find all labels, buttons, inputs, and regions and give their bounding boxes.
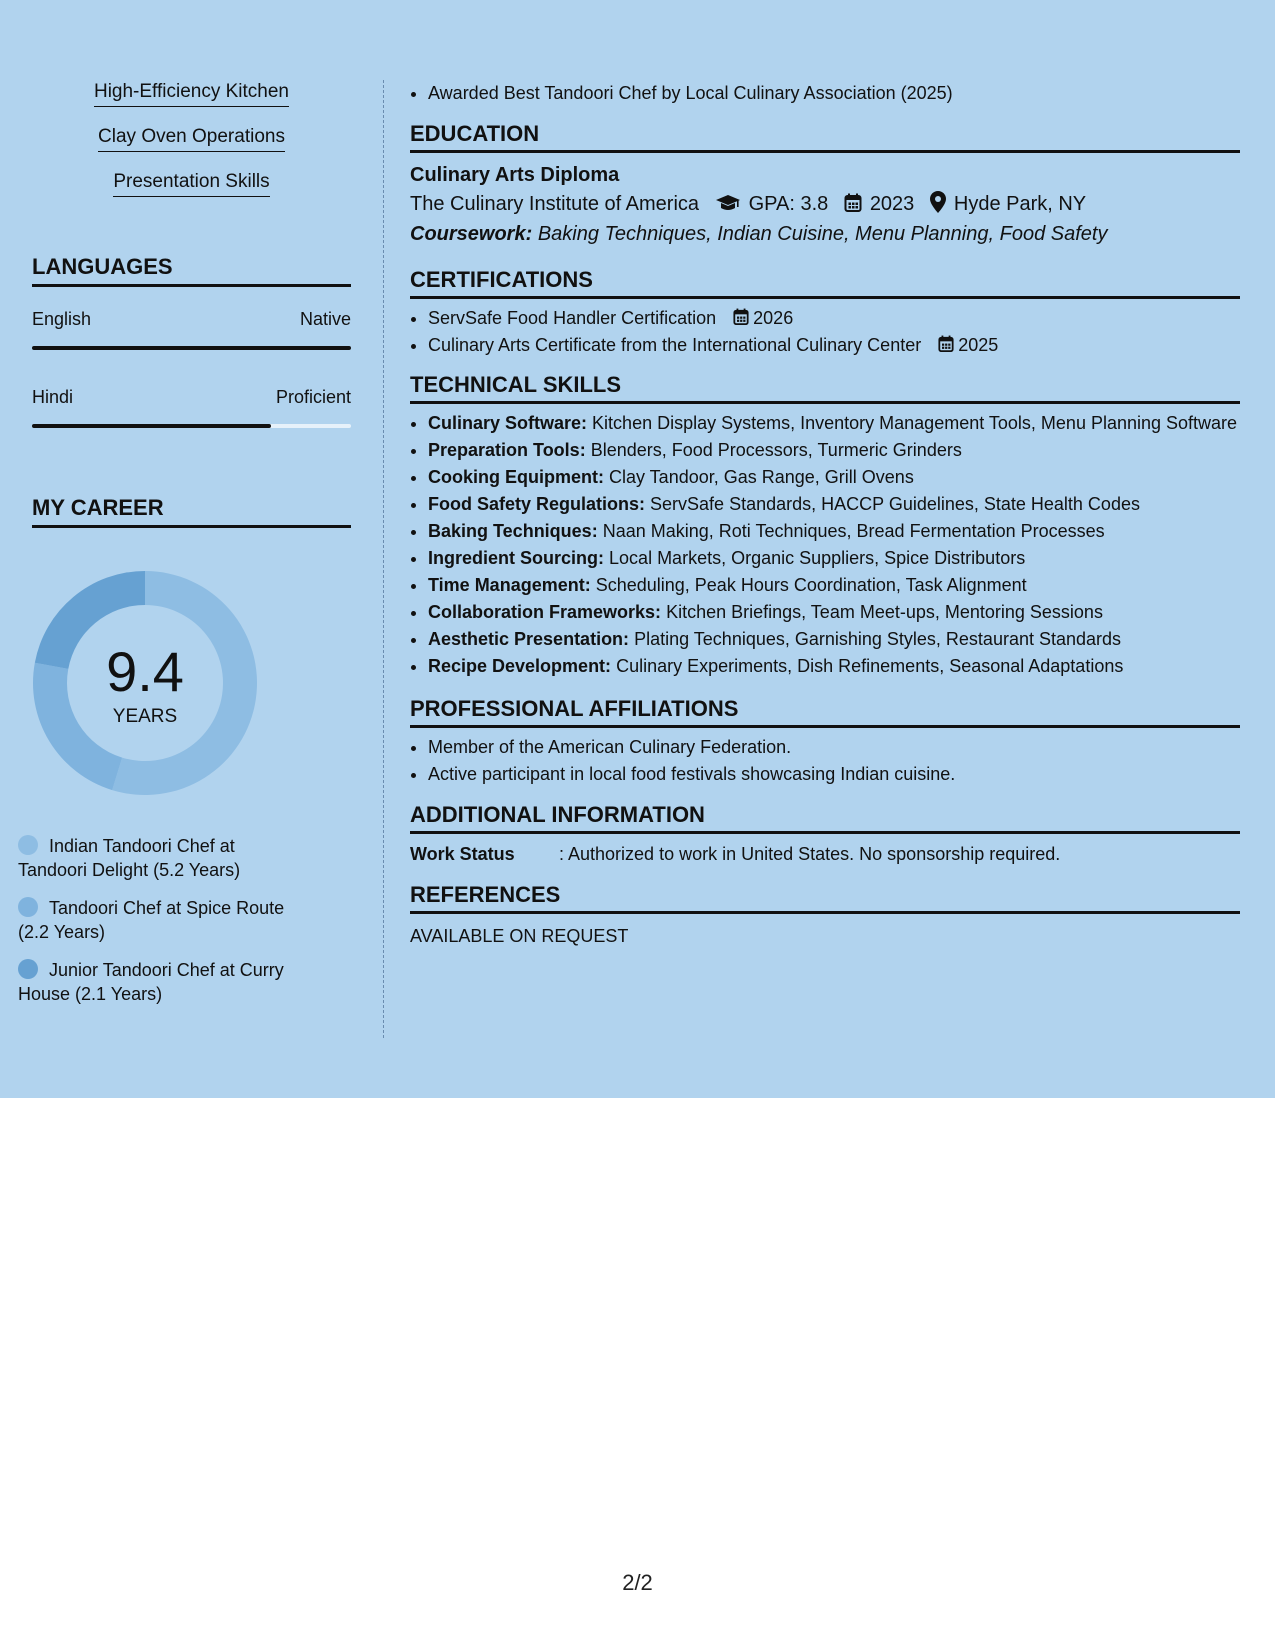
legend-item bbox=[18, 834, 308, 882]
skill-tag: Clay Oven Operations bbox=[98, 125, 285, 152]
skill-category: Ingredient Sourcing: bbox=[428, 548, 605, 568]
affiliation-item: • Member of the American Culinary Federation. bbox=[428, 734, 1240, 761]
skill-values: Local Markets, Organic Suppliers, Spice Distributors bbox=[609, 548, 1026, 568]
education-heading: EDUCATION bbox=[410, 121, 1240, 153]
legend-item bbox=[18, 896, 308, 944]
career-heading: MY CAREER bbox=[32, 495, 351, 528]
sidebar bbox=[32, 80, 351, 520]
language-item bbox=[32, 308, 351, 350]
affiliations-list bbox=[410, 734, 1240, 788]
technical-skill-item bbox=[428, 599, 1240, 626]
affiliation-item: • Active participant in local food festivals showcasing Indian cuisine. bbox=[428, 761, 1240, 788]
skill-category: Time Management: bbox=[428, 575, 591, 595]
skill-values: Naan Making, Roti Techniques, Bread Fermentation Processes bbox=[602, 521, 1105, 541]
skill-values: ServSafe Standards, HACCP Guidelines, State Health Codes bbox=[650, 494, 1140, 514]
legend-dot bbox=[18, 897, 38, 917]
legend-item bbox=[18, 958, 308, 1006]
education-school: The Culinary Institute of America bbox=[410, 193, 700, 215]
career-years-unit: YEARS bbox=[112, 706, 178, 727]
location-pin-icon bbox=[930, 191, 946, 213]
legend-dot bbox=[18, 835, 38, 855]
certifications-list bbox=[410, 305, 1240, 359]
technical-skill-item bbox=[428, 464, 1240, 491]
career-legend bbox=[18, 834, 308, 1020]
skill-values: Clay Tandoor, Gas Range, Grill Ovens bbox=[609, 467, 914, 487]
language-level: Proficient bbox=[275, 387, 351, 407]
awards-list bbox=[410, 80, 1240, 107]
skill-category: Recipe Development: bbox=[428, 656, 612, 676]
technical-skill-item bbox=[428, 653, 1240, 680]
language-name: English bbox=[32, 309, 92, 329]
technical-skill-item bbox=[428, 545, 1240, 572]
certification-item bbox=[428, 332, 1240, 359]
references-heading: REFERENCES bbox=[410, 882, 1240, 914]
language-bar bbox=[32, 424, 351, 428]
technical-skill-item bbox=[428, 518, 1240, 545]
education-details bbox=[410, 189, 1240, 219]
certification-item bbox=[428, 305, 1240, 332]
skill-values: Plating Techniques, Garnishing Styles, Restaurant Standards bbox=[634, 629, 1122, 649]
skill-tag: High-Efficiency Kitchen bbox=[94, 80, 289, 107]
technical-skill-item bbox=[428, 626, 1240, 653]
skill-category: Baking Techniques: bbox=[428, 521, 598, 541]
language-bar bbox=[32, 346, 351, 350]
languages-section bbox=[32, 254, 351, 428]
calendar-icon bbox=[844, 193, 862, 213]
page-number: 2/2 bbox=[622, 1570, 653, 1595]
technical-skill-item bbox=[428, 410, 1240, 437]
certifications-heading: CERTIFICATIONS bbox=[410, 267, 1240, 299]
references-text: AVAILABLE ON REQUEST bbox=[410, 926, 629, 946]
skill-values: Blenders, Food Processors, Turmeric Grinders bbox=[590, 440, 962, 460]
skill-values: Kitchen Briefings, Team Meet-ups, Mentoring Sessions bbox=[666, 602, 1103, 622]
affiliations-heading: PROFESSIONAL AFFILIATIONS bbox=[410, 696, 1240, 728]
language-item bbox=[32, 386, 351, 428]
technical-skill-item bbox=[428, 491, 1240, 518]
education-location: Hyde Park, NY bbox=[953, 193, 1087, 215]
certification-name: Culinary Arts Certificate from the International Culinary Center bbox=[428, 335, 922, 355]
skill-values: Culinary Experiments, Dish Refinements, Seasonal Adaptations bbox=[616, 656, 1124, 676]
certification-year: 2026 bbox=[753, 308, 794, 328]
technical-skill-item bbox=[428, 572, 1240, 599]
technical-skills-heading: TECHNICAL SKILLS bbox=[410, 372, 1240, 404]
languages-heading: LANGUAGES bbox=[32, 254, 351, 287]
career-donut-chart bbox=[32, 570, 258, 796]
career-section bbox=[32, 495, 351, 528]
education-coursework bbox=[410, 219, 1240, 249]
skill-tags bbox=[32, 80, 351, 197]
education-degree: Culinary Arts Diploma bbox=[410, 164, 620, 186]
calendar-icon bbox=[733, 308, 749, 326]
work-status-value: : Authorized to work in United States. No sponsorship required. bbox=[559, 844, 1061, 864]
coursework-label: Coursework: bbox=[410, 223, 533, 245]
language-bar-fill bbox=[32, 424, 271, 428]
certification-name: ServSafe Food Handler Certification bbox=[428, 308, 717, 328]
skill-values: Kitchen Display Systems, Inventory Management Tools, Menu Planning Software bbox=[592, 413, 1238, 433]
language-bar-fill bbox=[32, 346, 351, 350]
graduation-cap-icon bbox=[715, 193, 741, 213]
legend-label: Indian Tandoori Chef at Tandoori Delight (5.2 Years) bbox=[18, 836, 241, 880]
education-year: 2023 bbox=[869, 193, 915, 215]
award-item: • Awarded Best Tandoori Chef by Local Culinary Association (2025) bbox=[428, 80, 1240, 107]
legend-label: Tandoori Chef at Spice Route (2.2 Years) bbox=[18, 898, 285, 942]
coursework-list: Baking Techniques, Indian Cuisine, Menu Planning, Food Safety bbox=[537, 223, 1108, 245]
certification-year: 2025 bbox=[958, 335, 999, 355]
technical-skill-item bbox=[428, 437, 1240, 464]
language-name: Hindi bbox=[32, 387, 74, 407]
column-divider bbox=[383, 80, 384, 1038]
skill-tag: Presentation Skills bbox=[113, 170, 269, 197]
skill-values: Scheduling, Peak Hours Coordination, Task Alignment bbox=[595, 575, 1027, 595]
skill-category: Preparation Tools: bbox=[428, 440, 586, 460]
work-status-label: Work Status bbox=[410, 844, 515, 864]
skill-category: Culinary Software: bbox=[428, 413, 588, 433]
skill-category: Cooking Equipment: bbox=[428, 467, 604, 487]
main-content bbox=[410, 80, 1240, 948]
additional-info-heading: ADDITIONAL INFORMATION bbox=[410, 802, 1240, 834]
language-level: Native bbox=[299, 309, 351, 329]
education-gpa: GPA: 3.8 bbox=[748, 193, 829, 215]
work-status-row bbox=[410, 842, 1240, 866]
career-total-years: 9.4 bbox=[106, 640, 184, 703]
technical-skills-list bbox=[410, 410, 1240, 680]
legend-dot bbox=[18, 959, 38, 979]
skill-category: Collaboration Frameworks: bbox=[428, 602, 662, 622]
skill-category: Aesthetic Presentation: bbox=[428, 629, 630, 649]
skill-category: Food Safety Regulations: bbox=[428, 494, 646, 514]
calendar-icon bbox=[938, 335, 954, 353]
legend-label: Junior Tandoori Chef at Curry House (2.1 Years) bbox=[18, 960, 284, 1004]
